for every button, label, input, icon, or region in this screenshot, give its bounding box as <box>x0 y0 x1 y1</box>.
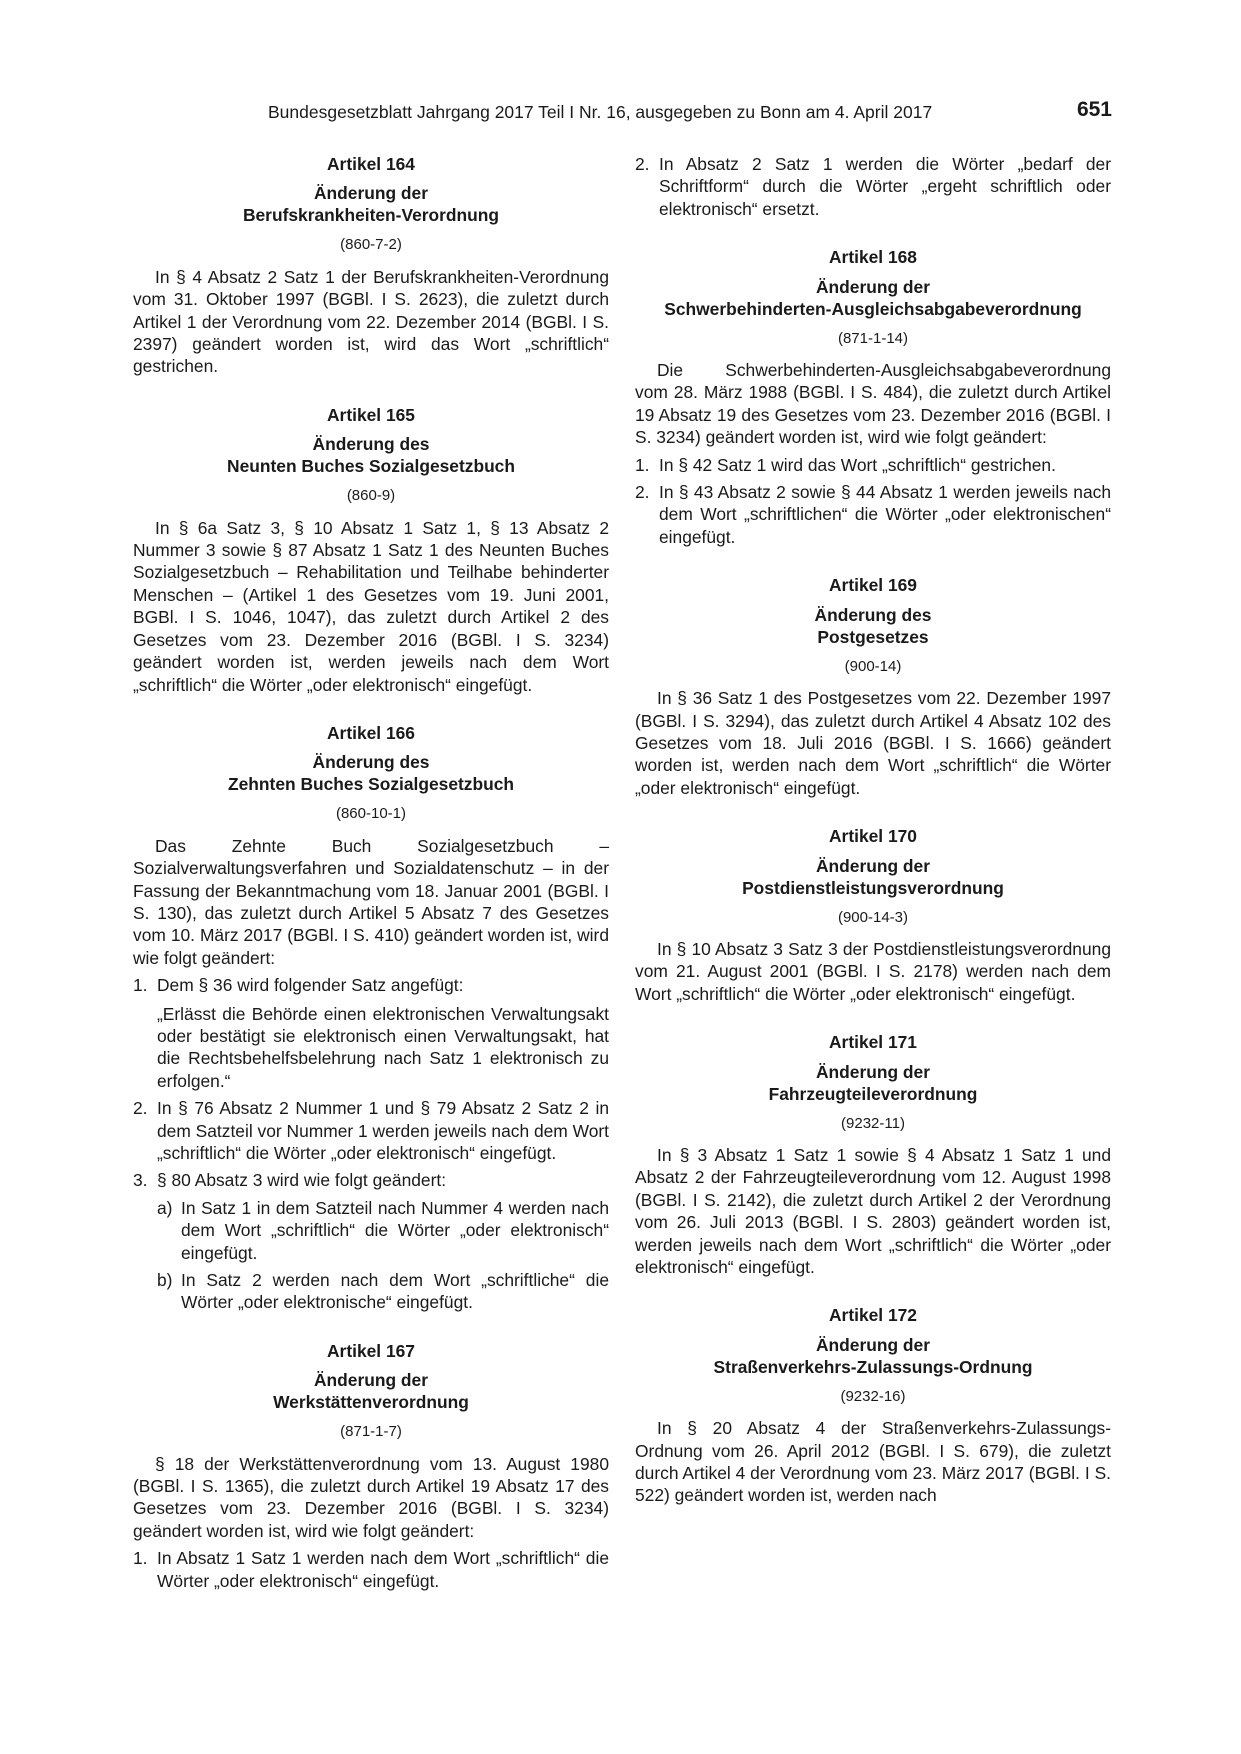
article-body: In § 3 Absatz 1 Satz 1 sowie § 4 Absatz 1 Satz 1 und Absatz 2 der Fahrzeugteileverordnung vom 12. August 1998 (BGBl. I S. 2142), die zuletzt durch Artikel 2 der Verordnung vom 26. Juli 2013 (BGBl. I S. 2803) geändert worden ist, werden jeweils nach dem Wort „schriftlich“ die Wörter „oder elektronisch“ eingefügt. <box>635 1144 1111 1277</box>
article-title-line2: Berufskrankheiten-Verordnung <box>242 205 500 226</box>
item-number: 1. <box>133 1548 148 1569</box>
article-title-line2: Fahrzeugteileverordnung <box>768 1083 978 1104</box>
fna-code: (9232-16) <box>840 1387 906 1405</box>
sub-item-text: In Satz 2 werden nach dem Wort „schriftliche“ die Wörter „oder elektronische“ eingefügt. <box>181 1270 609 1313</box>
article-169 <box>635 574 1111 799</box>
article-title-line2: Werkstättenverordnung <box>273 1392 469 1413</box>
sub-item-letter: a) <box>157 1197 173 1218</box>
article-title-line1: Änderung der <box>815 855 930 876</box>
item-number: 2. <box>635 482 650 503</box>
article-body: In § 36 Satz 1 des Postgesetzes vom 22. Dezember 1997 (BGBl. I S. 3294), das zuletzt durch Artikel 4 Absatz 102 des Gesetzes vom 18. Juli 2016 (BGBl. I S. 1666) geändert worden ist, werden nach dem Wort „schriftlich“ die Wörter „oder elektronisch“ eingefügt. <box>635 688 1111 798</box>
article-body: In § 4 Absatz 2 Satz 1 der Berufskrankheiten-Verordnung vom 31. Oktober 1997 (BGBl. I S. 2623), die zuletzt durch Artikel 1 der Verordnung vom 22. Dezember 2014 (BGBl. I S. 2397) geändert worden ist, wird das Wort „schriftlich“ gestrichen. <box>133 266 609 377</box>
article-172 <box>635 1304 1111 1506</box>
right-column <box>635 153 1111 1533</box>
list-item <box>635 153 1111 220</box>
fna-code: (860-9) <box>346 487 396 505</box>
article-title-line1: Änderung der <box>313 1370 428 1391</box>
article-170 <box>635 825 1111 1005</box>
list-item <box>133 1097 609 1164</box>
quoted-sentence: „Erlässt die Behörde einen elektronischen Verwaltungsakt oder bestätigt sie elektronisch einen Verwaltungsakt, hat die Rechtsbehelfsbelehrung nach Satz 1 elektronisch zu erfolgen.“ <box>157 1003 609 1091</box>
page-number: 651 <box>1076 98 1112 121</box>
article-title-line1: Änderung des <box>312 752 430 773</box>
sub-item <box>157 1197 609 1264</box>
item-number: 1. <box>635 454 650 475</box>
fna-code: (9232-11) <box>841 1114 905 1132</box>
left-column <box>133 153 609 1618</box>
article-title-line1: Änderung der <box>313 183 428 204</box>
article-body: § 18 der Werkstättenverordnung vom 13. August 1980 (BGBl. I S. 1365), die zuletzt durch Artikel 19 Absatz 17 des Gesetzes vom 23. Dezember 2016 (BGBl. I S. 3234) geändert worden ist, wird wie folgt geändert: <box>133 1453 609 1541</box>
article-heading: Artikel 169 <box>829 575 917 596</box>
article-heading: Artikel 165 <box>327 404 415 425</box>
article-title-line1: Änderung der <box>815 1061 930 1082</box>
item-text: In Absatz 2 Satz 1 werden die Wörter „bedarf der Schriftform“ durch die Wörter „ergeht schriftlich oder elektronisch“ ersetzt. <box>659 154 1111 219</box>
article-171 <box>635 1031 1111 1278</box>
article-heading: Artikel 167 <box>327 1340 415 1361</box>
article-title-line2: Schwerbehinderten-Ausgleichsabgabeverordnung <box>664 298 1082 319</box>
sub-item-text: In Satz 1 in dem Satzteil nach Nummer 4 werden nach dem Wort „schriftlich“ die Wörter „oder elektronisch“ eingefügt. <box>181 1197 609 1263</box>
article-body: In § 6a Satz 3, § 10 Absatz 1 Satz 1, § 13 Absatz 2 Nummer 3 sowie § 87 Absatz 1 Satz 1 des Neunten Buches Sozialgesetzbuch – Rehabilitation und Teilhabe behinderter Menschen – (Artikel 1 des Gesetzes vom 19. Juni 2001, BGBl. I S. 1046, 1047), das zuletzt durch Artikel 2 des Gesetzes vom 23. Dezember 2016 (BGBl. I S. 3234) geändert worden ist, werden jeweils nach dem Wort „schriftlich“ die Wörter „oder elektronisch“ eingefügt. <box>133 517 609 695</box>
fna-code: (900-14) <box>844 657 902 675</box>
list-item <box>133 1169 609 1191</box>
article-heading: Artikel 171 <box>829 1032 917 1053</box>
article-body: In § 20 Absatz 4 der Straßenverkehrs-Zulassungs-Ordnung vom 26. April 2012 (BGBl. I S. 679), die zuletzt durch Artikel 4 der Verordnung vom 23. März 2017 (BGBl. I S. 522) geändert worden ist, werden nach <box>635 1418 1111 1506</box>
fna-code: (860-10-1) <box>335 805 407 823</box>
article-title-line1: Änderung der <box>815 276 930 297</box>
article-heading: Artikel 170 <box>829 826 917 847</box>
article-title-line2: Straßenverkehrs-Zulassungs-Ordnung <box>713 1356 1033 1377</box>
list-item <box>635 481 1111 548</box>
fna-code: (871-1-14) <box>837 329 909 347</box>
item-number: 2. <box>635 154 650 174</box>
article-164 <box>133 153 609 378</box>
list-item <box>133 974 609 996</box>
item-text: In § 42 Satz 1 wird das Wort „schriftlich“ gestrichen. <box>659 454 1056 475</box>
article-heading: Artikel 168 <box>829 247 917 268</box>
item-text: In § 43 Absatz 2 sowie § 44 Absatz 1 werden jeweils nach dem Wort „schriftlichen“ die Wörter „oder elektronischen“ eingefügt. <box>659 482 1111 547</box>
item-text: In Absatz 1 Satz 1 werden nach dem Wort „schriftlich“ die Wörter „oder elektronisch“ eingefügt. <box>157 1548 609 1591</box>
article-title-line2: Postgesetzes <box>817 626 929 647</box>
article-title-line1: Änderung der <box>815 1334 930 1355</box>
running-title: Bundesgesetzblatt Jahrgang 2017 Teil I Nr. 16, ausgegeben zu Bonn am 4. April 2017 <box>268 102 933 122</box>
article-167 <box>133 1340 609 1592</box>
sub-item <box>157 1269 609 1314</box>
article-title-line2: Neunten Buches Sozialgesetzbuch <box>227 456 515 477</box>
article-title-line2: Postdienstleistungsverordnung <box>742 877 1004 898</box>
article-body: Das Zehnte Buch Sozialgesetzbuch – Sozialverwaltungsverfahren und Sozialdatenschutz – in der Fassung der Bekanntmachung vom 18. Januar 2001 (BGBl. I S. 130), das zuletzt durch Artikel 5 Absatz 7 des Gesetzes vom 10. März 2017 (BGBl. I S. 410) geändert worden ist, wird wie folgt geändert: <box>133 835 609 968</box>
article-title-line2: Zehnten Buches Sozialgesetzbuch <box>227 774 515 795</box>
article-body: In § 10 Absatz 3 Satz 3 der Postdienstleistungsverordnung vom 21. August 2001 (BGBl. I S. 2178) werden nach dem Wort „schriftlich“ die Wörter „oder elektronisch“ eingefügt. <box>635 938 1111 1004</box>
article-heading: Artikel 166 <box>327 722 415 743</box>
item-number: 1. <box>133 975 148 996</box>
item-number: 2. <box>133 1098 148 1119</box>
article-body: Die Schwerbehinderten-Ausgleichsabgabeverordnung vom 28. März 1988 (BGBl. I S. 484), die zuletzt durch Artikel 19 Absatz 19 des Gesetzes vom 23. Dezember 2016 (BGBl. I S. 3234) geändert worden ist, wird wie folgt geändert: <box>635 360 1111 448</box>
article-heading: Artikel 172 <box>829 1305 917 1326</box>
item-text: § 80 Absatz 3 wird wie folgt geändert: <box>157 1170 447 1191</box>
fna-code: (871-1-7) <box>340 1423 402 1441</box>
article-165 <box>133 404 609 696</box>
list-item <box>635 454 1111 476</box>
list-item <box>133 1547 609 1592</box>
article-167-continued <box>635 153 1111 220</box>
article-title-line1: Änderung des <box>312 434 430 455</box>
item-number: 3. <box>133 1170 148 1191</box>
fna-code: (900-14-3) <box>837 908 909 926</box>
article-heading: Artikel 164 <box>327 154 415 174</box>
item-text: In § 76 Absatz 2 Nummer 1 und § 79 Absatz 2 Satz 2 in dem Satzteil vor Nummer 1 werden jeweils nach dem Wort „schriftlich“ die Wörter „oder elektronisch“ eingefügt. <box>157 1098 610 1163</box>
article-168 <box>635 246 1111 548</box>
item-text: Dem § 36 wird folgender Satz angefügt: <box>157 975 464 996</box>
article-title-line1: Änderung des <box>814 604 932 625</box>
article-166 <box>133 722 609 1314</box>
sub-item-letter: b) <box>157 1270 173 1291</box>
fna-code: (860-7-2) <box>340 236 402 254</box>
